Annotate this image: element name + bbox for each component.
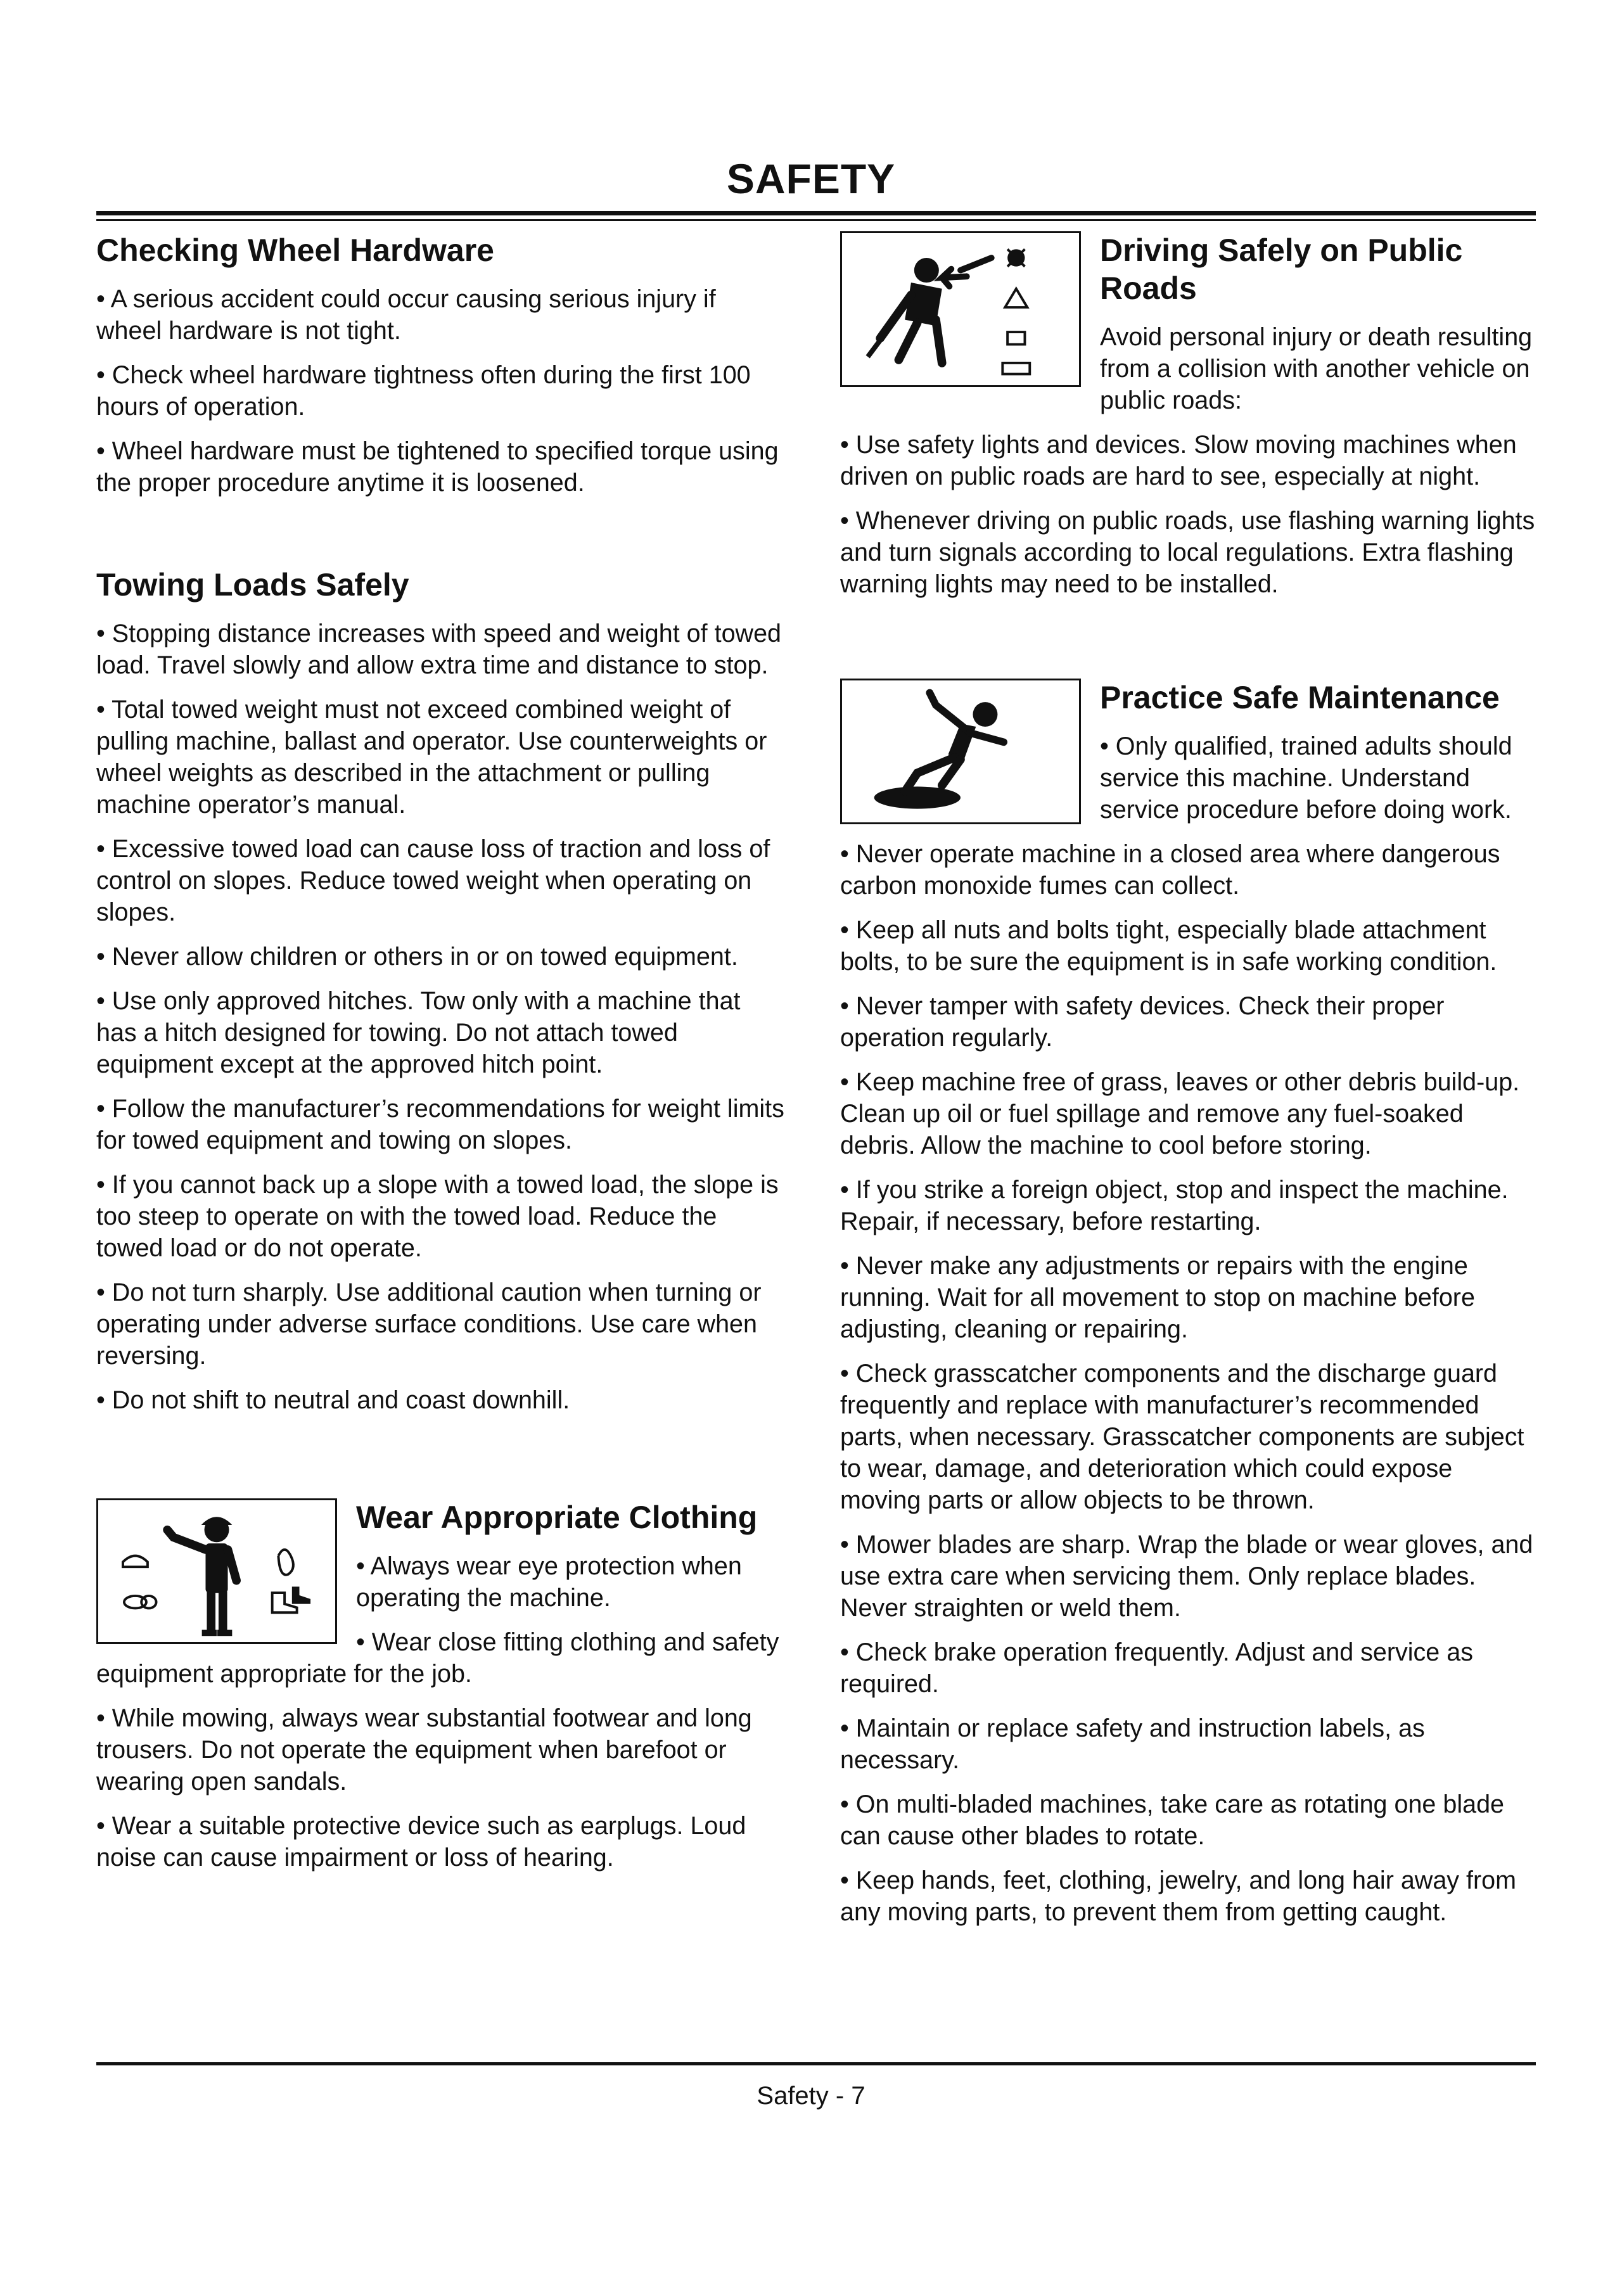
section-heading: Wear Appropriate Clothing	[356, 1500, 758, 1535]
section-wear-appropriate-clothing	[96, 1498, 787, 1873]
bullet-item: • Use only approved hitches. Tow only with a machine that has a hitch designed for towing. Do not attach towed equipment except at the approved hitch point.	[96, 987, 741, 1078]
bullet-item: • Wheel hardware must be tightened to specified torque using the proper procedure anytime it is loosened.	[96, 437, 779, 497]
bullet-item: • Check grasscatcher components and the discharge guard frequently and replace with manufacturer’s recommended parts, when necessary. Grasscatcher components are subject to wear, damage, and deterioration which could expose moving parts or allow objects to be thrown.	[840, 1360, 1524, 1514]
section-heading: Practice Safe Maintenance	[1100, 680, 1500, 715]
bullet-item: • Do not shift to neutral and coast downhill.	[96, 1386, 570, 1414]
section-practice-safe-maintenance	[840, 679, 1537, 1928]
road-collision-warning-icon	[840, 231, 1081, 387]
bullet-item: • Keep all nuts and bolts tight, especially blade attachment bolts, to be sure the equipment is in safe working condition.	[840, 916, 1497, 976]
bullet-item: • Whenever driving on public roads, use flashing warning lights and turn signals according to local regulations. Extra flashing warning lights may need to be installed.	[840, 507, 1535, 598]
bullet-item: • Check brake operation frequently. Adjust and service as required.	[840, 1638, 1473, 1698]
bullet-item: • If you strike a foreign object, stop and inspect the machine. Repair, if necessary, before restarting.	[840, 1176, 1509, 1235]
footer-rule	[96, 2062, 1536, 2065]
bullet-item: • Do not turn sharply. Use additional caution when turning or operating under adverse surface conditions. Use care when reversing.	[96, 1279, 762, 1370]
slip-on-spill-icon	[840, 679, 1081, 824]
right-column	[840, 231, 1537, 1941]
section-heading: Checking Wheel Hardware	[96, 233, 494, 268]
section-heading: Towing Loads Safely	[96, 567, 409, 603]
bullet-item: • Keep machine free of grass, leaves or other debris build-up. Clean up oil or fuel spillage and remove any fuel-soaked debris. Allow the machine to cool before storing.	[840, 1068, 1520, 1159]
bullet-item: • Only qualified, trained adults should service this machine. Understand service procedure before doing work.	[1100, 732, 1512, 824]
bullet-item: • Mower blades are sharp. Wrap the blade or wear gloves, and use extra care when servicing them. Only replace blades. Never straighten or weld them.	[840, 1531, 1533, 1622]
bullet-item: • Maintain or replace safety and instruction labels, as necessary.	[840, 1714, 1425, 1774]
section-checking-wheel-hardware	[96, 231, 787, 499]
section-driving-safely-public-roads	[840, 231, 1537, 600]
page-number: Safety - 7	[757, 2082, 865, 2110]
bullet-item: • Never operate machine in a closed area where dangerous carbon monoxide fumes can collect.	[840, 840, 1500, 900]
bullet-item: • Wear a suitable protective device such as earplugs. Loud noise can cause impairment or loss of hearing.	[96, 1812, 746, 1872]
bullet-item: • While mowing, always wear substantial footwear and long trousers. Do not operate the equipment when barefoot or wearing open sandals.	[96, 1704, 752, 1795]
bullet-item: • Never tamper with safety devices. Check their proper operation regularly.	[840, 992, 1445, 1052]
header-rule	[96, 211, 1536, 215]
bullet-item: • Wear close fitting clothing and safety equipment appropriate for the job.	[96, 1628, 779, 1688]
bullet-item: • Excessive towed load can cause loss of traction and loss of control on slopes. Reduce towed weight when operating on slopes.	[96, 835, 770, 926]
bullet-item: • Follow the manufacturer’s recommendations for weight limits for towed equipment and towing on slopes.	[96, 1095, 784, 1154]
section-heading: Driving Safely on Public Roads	[1100, 233, 1463, 306]
bullet-item: • Keep hands, feet, clothing, jewelry, and long hair away from any moving parts, to prevent them from getting caught.	[840, 1866, 1517, 1926]
section-towing-loads-safely	[96, 566, 787, 1416]
bullet-item: • On multi-bladed machines, take care as rotating one blade can cause other blades to rotate.	[840, 1790, 1505, 1850]
bullet-item: • Never make any adjustments or repairs with the engine running. Wait for all movement to stop on machine before adjusting, cleaning or repairing.	[840, 1252, 1475, 1343]
section-intro: Avoid personal injury or death resulting from a collision with another vehicle on public roads:	[1100, 323, 1533, 414]
protective-clothing-icon	[96, 1498, 337, 1644]
header-rule-thin	[96, 219, 1536, 221]
left-column	[96, 231, 787, 1886]
bullet-item: • Use safety lights and devices. Slow moving machines when driven on public roads are hard to see, especially at night.	[840, 431, 1517, 490]
bullet-item: • Check wheel hardware tightness often during the first 100 hours of operation.	[96, 361, 751, 421]
bullet-item: • Total towed weight must not exceed combined weight of pulling machine, ballast and operator. Use counterweights or wheel weights as described in the attachment or pulling machine operator’s manual.	[96, 696, 767, 819]
bullet-item: • Never allow children or others in or on towed equipment.	[96, 943, 738, 971]
bullet-item: • Stopping distance increases with speed and weight of towed load. Travel slowly and allow extra time and distance to stop.	[96, 620, 782, 679]
bullet-item: • If you cannot back up a slope with a towed load, the slope is too steep to operate on with the towed load. Reduce the towed load or do not operate.	[96, 1171, 779, 1262]
page-title: SAFETY	[726, 155, 896, 202]
bullet-item: • Always wear eye protection when operating the machine.	[356, 1552, 742, 1612]
bullet-item: • A serious accident could occur causing serious injury if wheel hardware is not tight.	[96, 285, 716, 345]
